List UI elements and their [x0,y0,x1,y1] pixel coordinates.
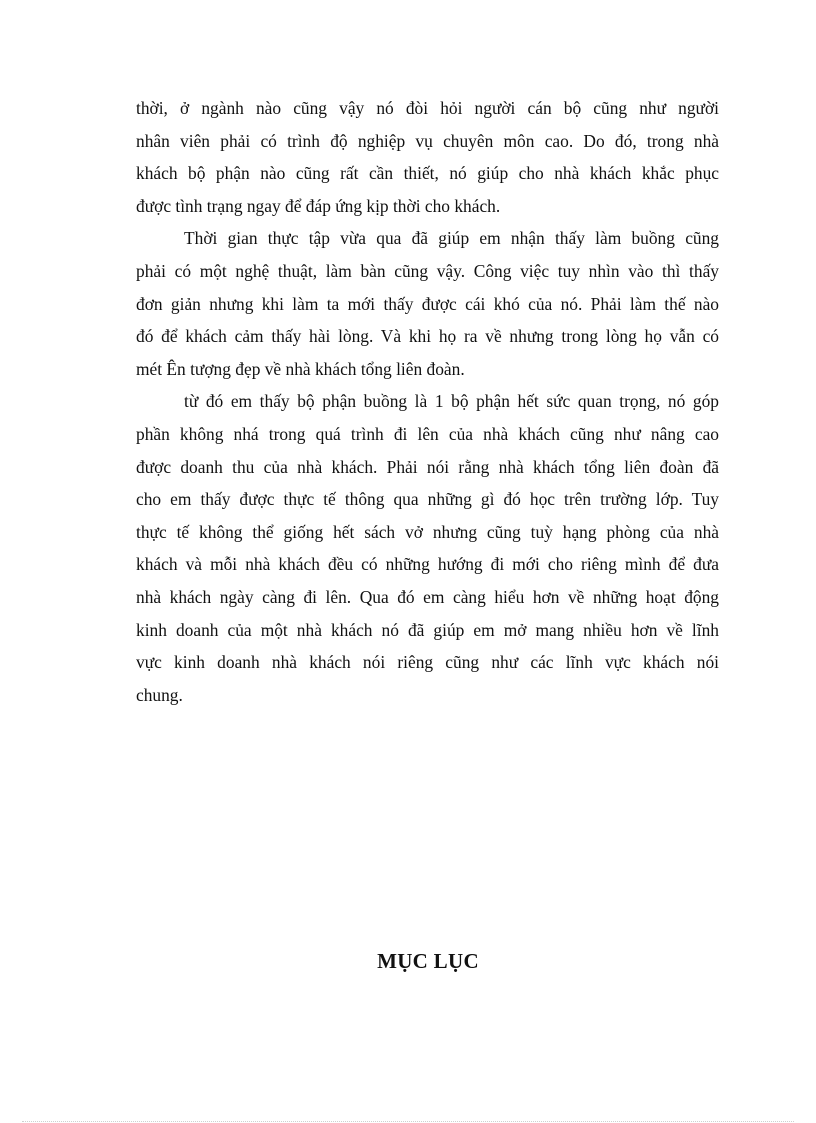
paragraph-1 [136,92,719,222]
text-line: vực kinh doanh nhà khách nói riêng cũng như các lĩnh vực khách nói [136,652,719,673]
text-line: kinh doanh của một nhà khách nó đã giúp em mở mang nhiều hơn về lĩnh [136,619,719,640]
text-line: đó để khách cảm thấy hài lòng. Và khi họ ra về nhưng trong lòng họ vẫn có [136,326,719,347]
section-heading: MỤC LỤC [377,949,479,973]
text-line: đơn giản nhưng khi làm ta mới thấy được cái khó của nó. Phải làm thế nào [136,293,719,314]
text-line: nhà khách ngày càng đi lên. Qua đó em càng hiểu hơn về những hoạt động [136,586,719,607]
paragraph-3 [136,385,719,711]
text-line: nhân viên phải có trình độ nghiệp vụ chuyên môn cao. Do đó, trong nhà [136,130,719,151]
text-line: khách bộ phận nào cũng rất cần thiết, nó giúp cho nhà khách khắc phục [136,163,719,184]
page-bottom-divider [22,1121,794,1122]
text-line: Thời gian thực tập vừa qua đã giúp em nhận thấy làm buồng cũng [184,228,719,249]
body-text [136,92,719,711]
text-line: thời, ở ngành nào cũng vậy nó đòi hỏi người cán bộ cũng như người [136,98,719,118]
text-line: từ đó em thấy bộ phận buồng là 1 bộ phận hết sức quan trọng, nó góp [184,391,719,412]
paragraph-2 [136,222,719,385]
text-line: khách và mỗi nhà khách đều có những hướng đi mới cho riêng mình để đưa [136,554,719,575]
text-line: phần không nhá trong quá trình đi lên của nhà khách cũng như nâng cao [136,423,719,444]
text-line: được tình trạng ngay để đáp ứng kịp thời cho khách. [136,195,501,216]
text-line: được doanh thu của nhà khách. Phải nói rằng nhà khách tổng liên đoàn đã [136,456,719,477]
text-line: chung. [136,684,183,705]
text-line: thực tế không thể giống hết sách vở nhưng cũng tuỳ hạng phòng của nhà [136,521,719,542]
text-line: mét Ên tượng đẹp về nhà khách tổng liên đoàn. [136,358,465,379]
text-line: phải có một nghệ thuật, làm bàn cũng vậy. Công việc tuy nhìn vào thì thấy [136,260,719,281]
text-line: cho em thấy được thực tế thông qua những gì đó học trên trường lớp. Tuy [136,489,719,510]
